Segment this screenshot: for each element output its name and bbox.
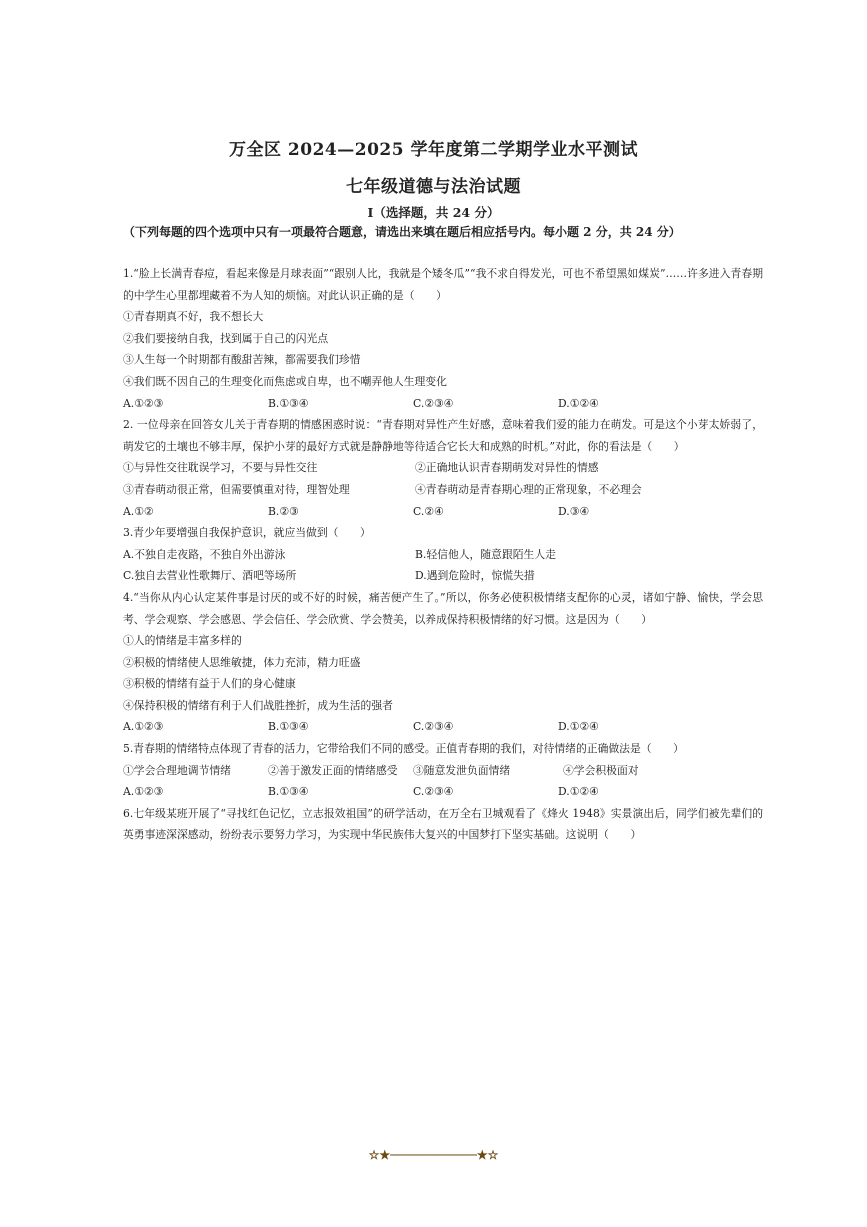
answer-options <box>123 716 763 738</box>
section-instructions: （下列每题的四个选项中只有一项最符合题意，请选出来填在题后相应括号内。每小题 2 分，共 24 分） <box>123 225 681 239</box>
statement-item: ④青春萌动是青春期心理的正常现象，不必理会 <box>415 482 642 496</box>
option-c: C.②④ <box>413 504 444 518</box>
option-b: B.①③④ <box>268 720 309 734</box>
option-d: D.③④ <box>558 504 590 518</box>
statement-item: ③随意发泄负面情绪 <box>413 763 511 777</box>
question-stem: 5.青春期的情绪特点体现了青春的活力，它带给我们不同的感受。正值青春期的我们，对待情绪的正确做法是（ ） <box>123 742 684 756</box>
exam-subtitle: 七年级道德与法治试题 <box>346 177 521 197</box>
statement-item: ③人生每一个时期都有酸甜苦辣，都需要我们珍惜 <box>123 353 361 367</box>
statement-item: ④我们既不因自己的生理变化而焦虑或自卑，也不嘲弄他人生理变化 <box>123 374 447 388</box>
answer-options <box>123 781 763 803</box>
option-d: D.①②④ <box>558 396 599 410</box>
option-b: B.②③ <box>268 504 299 518</box>
option-c: C.②③④ <box>413 785 454 799</box>
statement-item: ①学会合理地调节情绪 <box>123 763 231 777</box>
statement-item: ②善于激发正面的情绪感受 <box>268 763 398 777</box>
option-c: C.独自去营业性歌舞厅、酒吧等场所 <box>123 569 297 583</box>
answer-options <box>123 565 763 587</box>
option-c: C.②③④ <box>413 396 454 410</box>
statement-item: ④学会积极面对 <box>563 763 639 777</box>
statement-row <box>123 479 763 501</box>
answer-options <box>123 544 763 566</box>
option-a: A.①② <box>123 504 154 518</box>
question-3 <box>123 522 763 587</box>
option-a: A.①②③ <box>123 785 164 799</box>
statement-item: ④保持积极的情绪有利于人们战胜挫折，成为生活的强者 <box>123 698 393 712</box>
option-b: B.轻信他人，随意跟陌生人走 <box>415 547 556 561</box>
statement-item: ②积极的情绪使人思维敏捷，体力充沛，精力旺盛 <box>123 655 361 669</box>
option-d: D.①②④ <box>558 720 599 734</box>
question-5 <box>123 738 763 803</box>
answer-options <box>123 501 763 523</box>
option-b: B.①③④ <box>268 785 309 799</box>
option-a: A.不独自走夜路，不独自外出游泳 <box>123 547 286 561</box>
option-b: B.①③④ <box>268 396 309 410</box>
question-stem: 4.“当你从内心认定某件事是讨厌的或不好的时候，痛苦便产生了。”所以，你务必使积极情绪支配你的心灵，诸如宁静、愉快，学会思考、学会观察、学会感恩、学会信任、学会欣赏、学会赞美，以养成保持积极情绪的好习惯。这是因为（ ） <box>123 590 763 626</box>
option-c: C.②③④ <box>413 720 454 734</box>
answer-options <box>123 393 763 415</box>
exam-title: 万全区 2024—2025 学年度第二学期学业水平测试 <box>229 140 638 160</box>
question-stem: 6.七年级某班开展了“寻找红色记忆，立志报效祖国”的研学活动，在万全右卫城观看了《烽火 1948》实景演出后，同学们被先辈们的英勇事迹深深感动，纷纷表示要努力学习，为实现中华民族伟大复兴的中国梦打下坚实基础。这说明（ ） <box>123 806 763 842</box>
statement-item: ③积极的情绪有益于人们的身心健康 <box>123 677 296 691</box>
statement-item: ①与异性交往耽误学习，不要与异性交往 <box>123 461 318 475</box>
option-a: A.①②③ <box>123 396 164 410</box>
question-1 <box>123 263 763 414</box>
statement-item: ②正确地认识青春期萌发对异性的情感 <box>415 461 599 475</box>
statement-item: ②我们要接纳自我，找到属于自己的闪光点 <box>123 331 329 345</box>
section-heading: Ⅰ（选择题，共 24 分） <box>367 205 500 220</box>
statement-row <box>123 760 763 782</box>
question-stem: 1.“脸上长满青春痘，看起来像是月球表面”“跟别人比，我就是个矮冬瓜”“我不求自得发光，可也不希望黑如煤炭”……许多进入青春期的中学生心里都埋藏着不为人知的烦恼。对此认识正确的是（ ） <box>123 267 763 302</box>
option-d: D.遇到危险时，惊慌失措 <box>415 569 535 583</box>
question-stem: 2. 一位母亲在回答女儿关于青春期的情感困惑时说：“青春期对异性产生好感，意味着我们爱的能力在萌发。可是这个小芽太娇弱了，萌发它的土壤也不够丰厚，保护小芽的最好方式就是静静地等待适合它长大和成熟的时机。”对此，你的看法是（ ） <box>123 418 763 453</box>
question-6 <box>123 803 763 846</box>
option-a: A.①②③ <box>123 720 164 734</box>
page-footer-ornament: ☆★────────────★☆ <box>368 1148 499 1162</box>
statement-item: ①青春期真不好，我不想长大 <box>123 310 264 324</box>
option-d: D.①②④ <box>558 785 599 799</box>
question-2 <box>123 414 763 522</box>
question-4 <box>123 587 763 738</box>
statement-item: ①人的情绪是丰富多样的 <box>123 634 242 648</box>
statement-row <box>123 457 763 479</box>
question-list <box>123 263 763 846</box>
statement-item: ③青春萌动很正常，但需要慎重对待，理智处理 <box>123 482 350 496</box>
question-stem: 3.青少年要增强自我保护意识，就应当做到（ ） <box>123 526 371 540</box>
